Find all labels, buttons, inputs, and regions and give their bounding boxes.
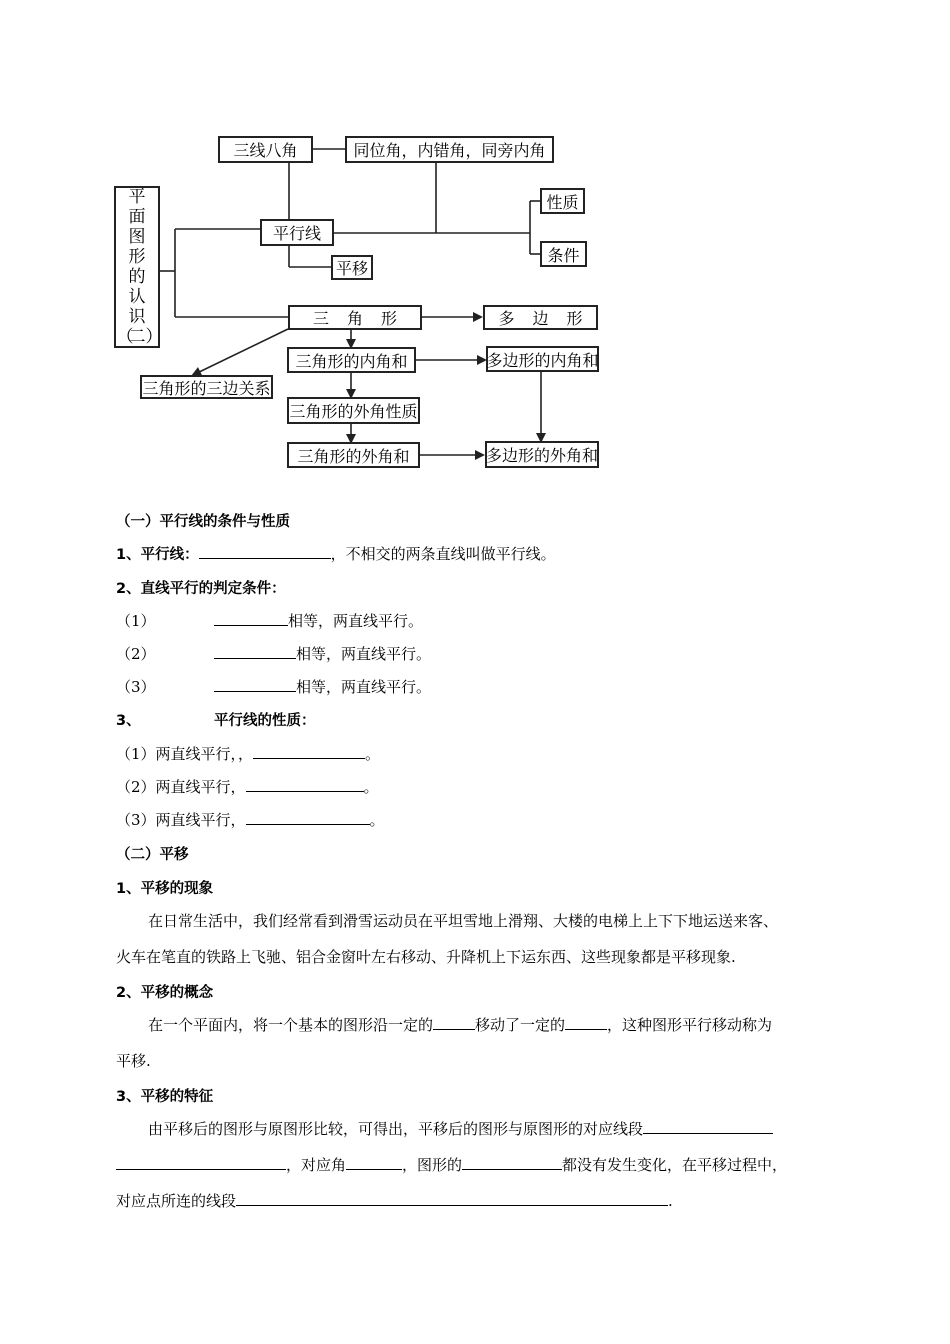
sub3-text-e: 对应点所连的线段 bbox=[116, 1192, 237, 1210]
cond3-line bbox=[116, 676, 431, 697]
node-translation: 平移 bbox=[331, 255, 373, 280]
root-char: （ bbox=[116, 327, 134, 347]
root-char: 平 bbox=[128, 187, 146, 207]
node-polygon-exterior-sum: 多边形的外角和 bbox=[485, 441, 599, 468]
node-properties: 性质 bbox=[540, 188, 585, 214]
sub2-paragraph-line2: 平移. bbox=[116, 1052, 151, 1070]
sub1-paragraph-line1: 在日常生活中，我们经常看到滑雪运动员在平坦雪地上滑翔、大楼的电梯上上下下地运送来客、 bbox=[148, 912, 779, 930]
sub2-text-a: 在一个平面内，将一个基本的图形沿一定的 bbox=[148, 1016, 434, 1034]
item3-num: 3、 bbox=[116, 713, 141, 729]
item1-label: 1、平行线： bbox=[116, 547, 199, 563]
blank-field[interactable] bbox=[199, 544, 331, 559]
blank-field[interactable] bbox=[462, 1155, 562, 1170]
root-char: 面 bbox=[128, 207, 146, 227]
cond1-tail: 相等，两直线平行。 bbox=[288, 612, 424, 630]
node-parallel-lines: 平行线 bbox=[260, 219, 334, 246]
root-char: 的 bbox=[128, 267, 146, 287]
node-conditions: 条件 bbox=[540, 241, 587, 267]
item3-label: 平行线的性质： bbox=[214, 713, 316, 729]
blank-field[interactable] bbox=[236, 1191, 668, 1206]
sub3-text-b: ，对应角 bbox=[286, 1156, 347, 1174]
item1-tail: ，不相交的两条直线叫做平行线。 bbox=[330, 545, 556, 563]
root-char: 形 bbox=[128, 247, 146, 267]
root-char: 识 bbox=[128, 307, 146, 327]
prop1-tail: 。 bbox=[365, 745, 381, 763]
cond3-tail: 相等，两直线平行。 bbox=[296, 678, 432, 696]
node-triangle-exterior-sum: 三角形的外角和 bbox=[287, 442, 420, 468]
item1-line bbox=[116, 543, 556, 564]
item2-heading: 2、直线平行的判定条件： bbox=[116, 581, 286, 597]
cond1-line bbox=[116, 610, 423, 631]
sub2-text-c: ，这种图形平行移动称为 bbox=[607, 1016, 773, 1034]
section1-heading: （一）平行线的条件与性质 bbox=[116, 514, 290, 530]
node-triangle-exterior-property: 三角形的外角性质 bbox=[287, 397, 420, 424]
sub3-heading: 3、平移的特征 bbox=[116, 1089, 214, 1105]
prop2-head: （2）两直线平行， bbox=[116, 778, 246, 796]
prop1-head: （1）两直线平行，， bbox=[116, 745, 254, 763]
sub1-heading: 1、平移的现象 bbox=[116, 881, 214, 897]
sub1-paragraph-line2: 火车在笔直的铁路上飞驰、铝合金窗叶左右移动、升降机上下运东西、这些现象都是平移现象. bbox=[116, 948, 736, 966]
root-char: 图 bbox=[128, 227, 146, 247]
blank-field[interactable] bbox=[214, 644, 296, 659]
node-three-lines-eight-angles: 三线八角 bbox=[218, 136, 313, 163]
prop2-line bbox=[116, 776, 379, 797]
sub3-text-a: 由平移后的图形与原图形比较，可得出，平移后的图形与原图形的对应线段 bbox=[148, 1120, 644, 1138]
blank-field[interactable] bbox=[246, 810, 370, 825]
node-triangle-sides-relation: 三角形的三边关系 bbox=[140, 375, 273, 399]
prop3-line bbox=[116, 809, 385, 830]
blank-field[interactable] bbox=[433, 1015, 475, 1030]
sub2-heading: 2、平移的概念 bbox=[116, 985, 214, 1001]
sub3-paragraph-line1 bbox=[148, 1118, 773, 1139]
node-triangle: 三角形 bbox=[288, 305, 422, 330]
node-polygon: 多边形 bbox=[483, 305, 598, 330]
blank-field[interactable] bbox=[346, 1155, 402, 1170]
node-angle-types: 同位角，内错角，同旁内角 bbox=[345, 136, 554, 163]
root-node-plane-figures bbox=[114, 186, 163, 348]
prop3-tail: 。 bbox=[369, 811, 385, 829]
sub3-paragraph-line3 bbox=[116, 1190, 673, 1211]
blank-field[interactable] bbox=[253, 744, 365, 759]
prop1-line bbox=[116, 743, 380, 764]
prop2-tail: 。 bbox=[363, 778, 379, 796]
cond2-num: （2） bbox=[116, 645, 156, 663]
sub3-paragraph-line2 bbox=[116, 1154, 787, 1175]
root-char: ） bbox=[145, 327, 163, 347]
prop3-head: （3）两直线平行， bbox=[116, 811, 246, 829]
root-char: 二 bbox=[128, 327, 146, 347]
blank-field[interactable] bbox=[246, 777, 364, 792]
cond2-tail: 相等，两直线平行。 bbox=[296, 645, 432, 663]
cond2-line bbox=[116, 643, 431, 664]
sub3-text-c: ，图形的 bbox=[402, 1156, 463, 1174]
sub2-paragraph-line1 bbox=[148, 1014, 772, 1035]
blank-field[interactable] bbox=[116, 1155, 286, 1170]
section2-heading: （二）平移 bbox=[116, 847, 189, 863]
cond3-num: （3） bbox=[116, 678, 156, 696]
blank-field[interactable] bbox=[214, 611, 288, 626]
concept-diagram bbox=[0, 0, 950, 480]
sub3-text-d: 都没有发生变化，在平移过程中， bbox=[562, 1156, 788, 1174]
cond1-num: （1） bbox=[116, 612, 156, 630]
blank-field[interactable] bbox=[214, 677, 296, 692]
node-triangle-interior-sum: 三角形的内角和 bbox=[287, 347, 416, 373]
root-paren-row bbox=[116, 327, 163, 347]
root-char: 认 bbox=[128, 287, 146, 307]
sub3-text-f: . bbox=[668, 1192, 673, 1210]
blank-field[interactable] bbox=[565, 1015, 607, 1030]
blank-field[interactable] bbox=[643, 1119, 773, 1134]
sub2-text-b: 移动了一定的 bbox=[475, 1016, 566, 1034]
item3-heading bbox=[116, 709, 316, 730]
node-polygon-interior-sum: 多边形的内角和 bbox=[486, 346, 599, 372]
